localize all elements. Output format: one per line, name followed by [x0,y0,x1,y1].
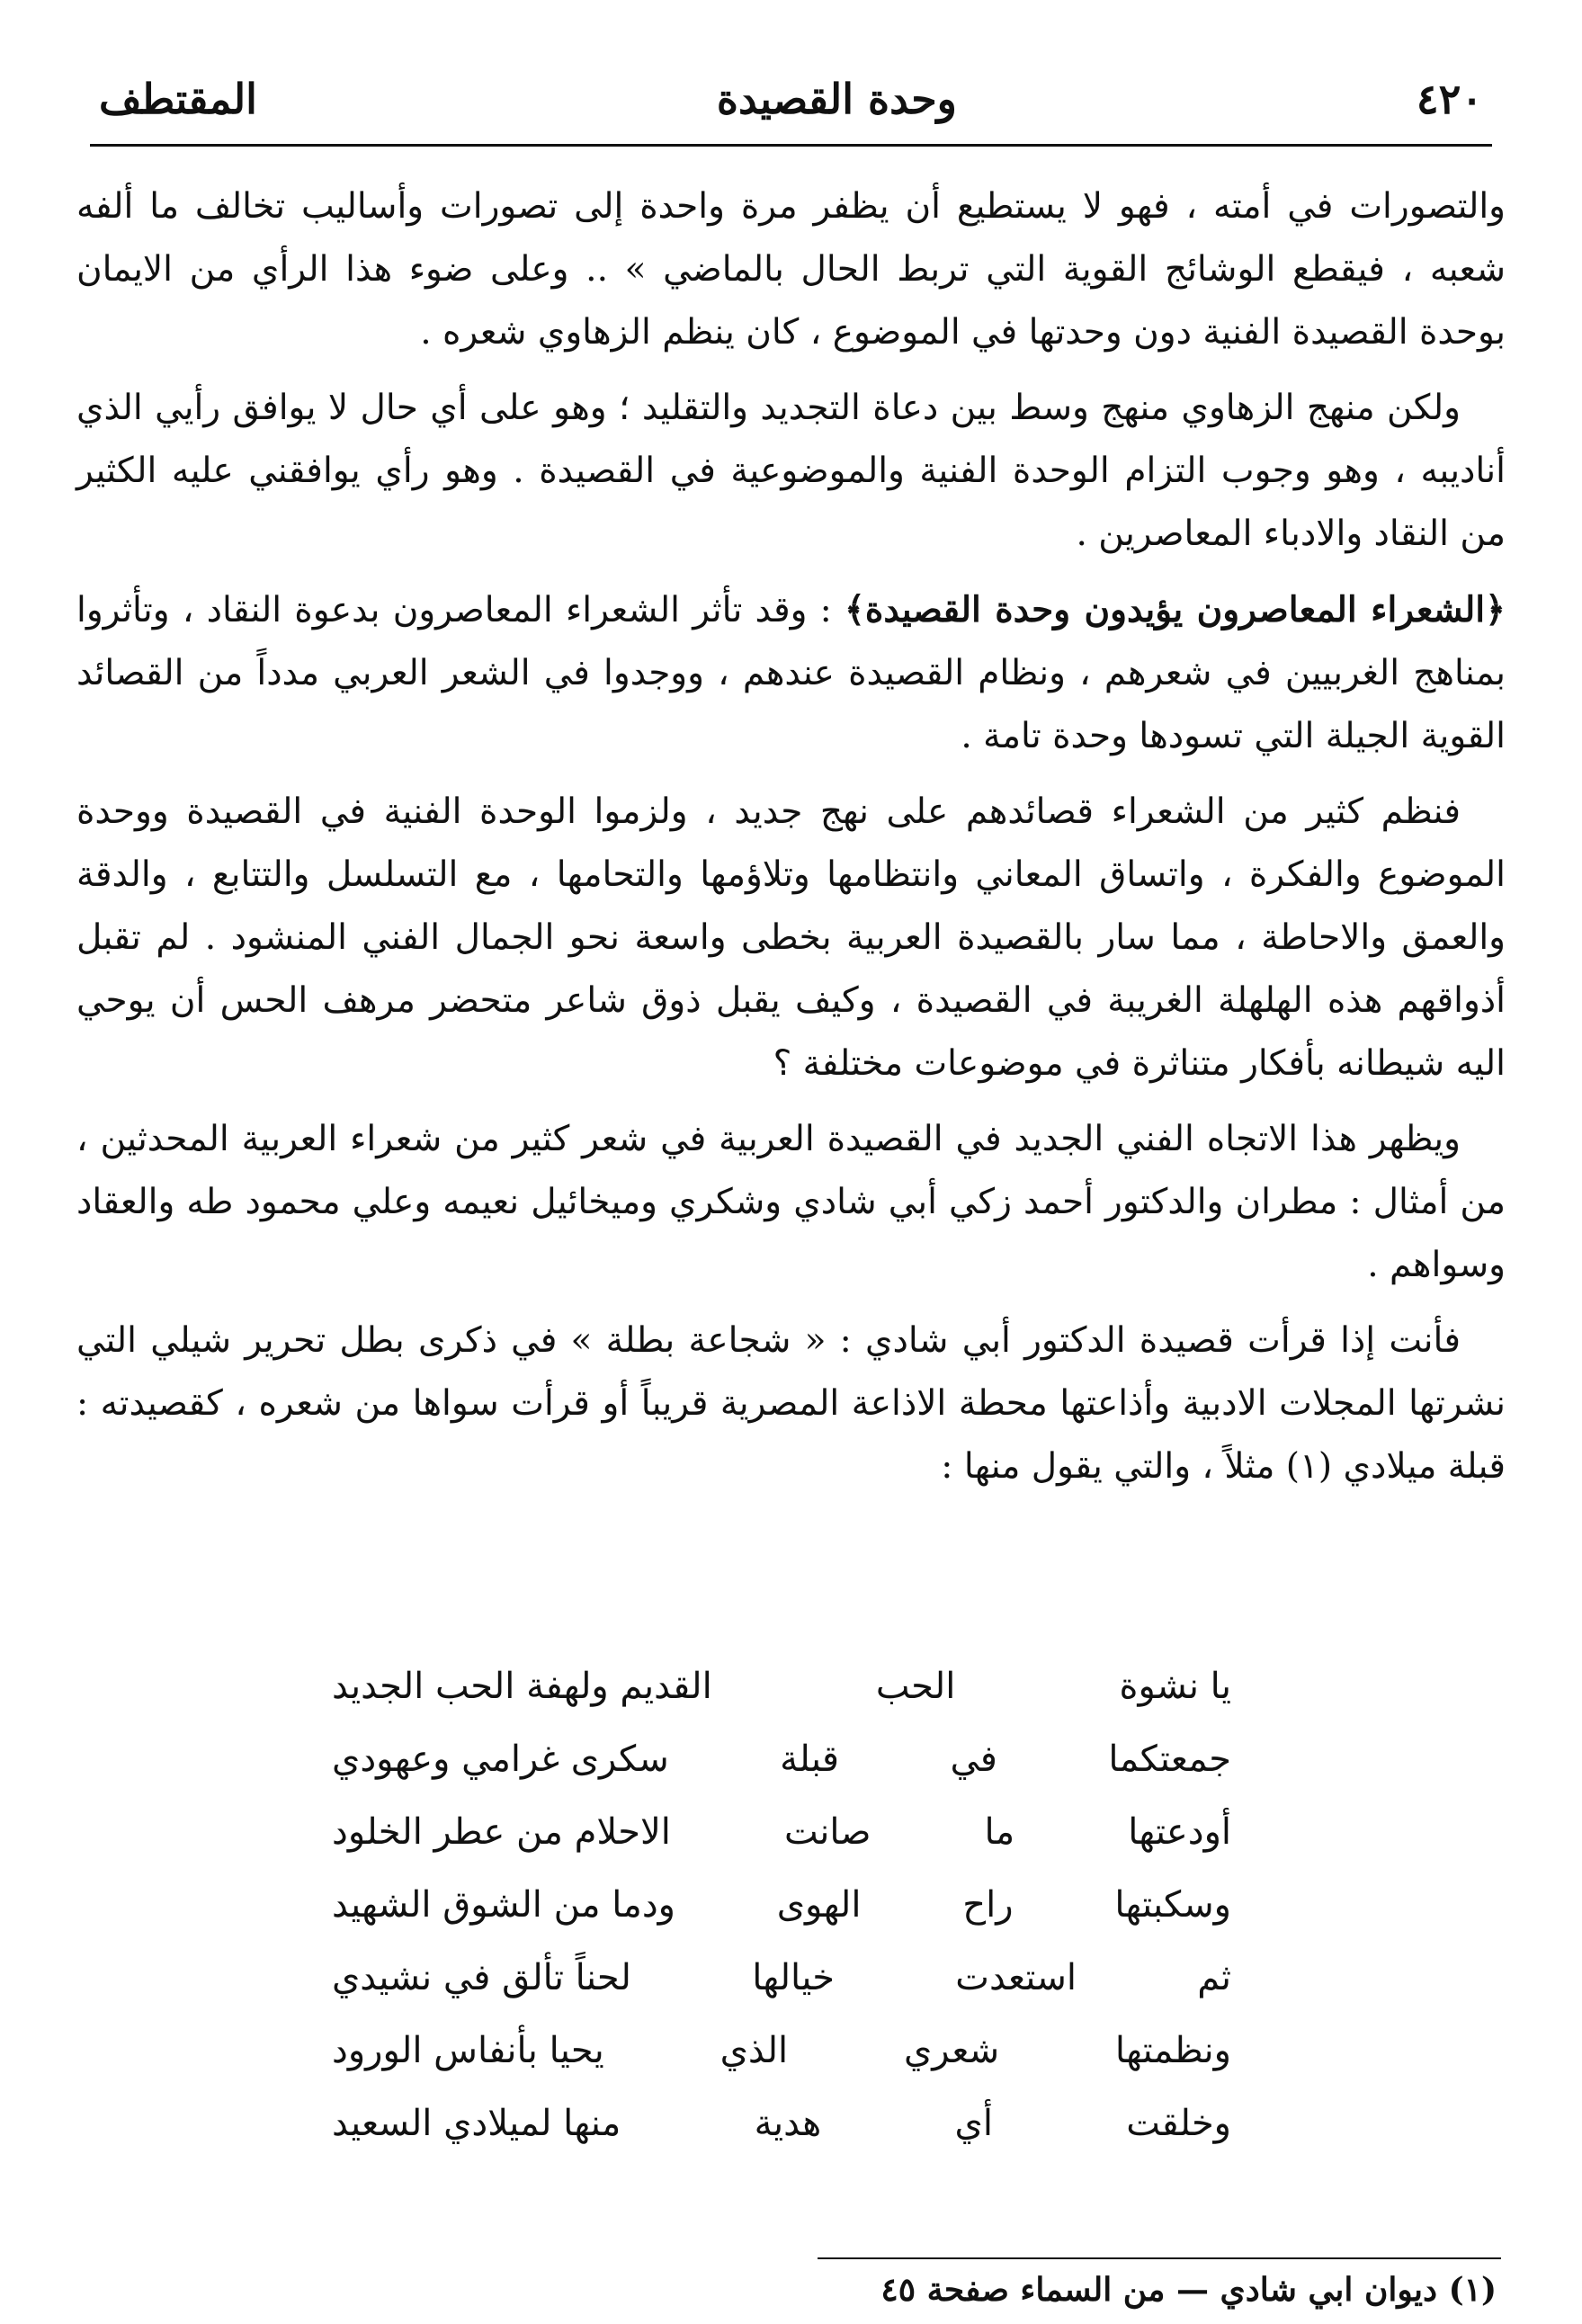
footnote-rule [818,2257,1501,2259]
poem-verse: أودعتها ما صانت الاحلام من عطر الخلود [332,1811,1231,1853]
paragraph: ويظهر هذا الاتجاه الفني الجديد في القصيدة العربية في شعر كثير من شعراء العربية المحدثين ، من أمثال : مطران والدكتور أحمد زكي أبي شادي وشكري وميخائيل نعيمه وعلي محمود طه والعقاد وسواهم . [76,1119,1506,1285]
page-header [99,63,1483,135]
body-text [76,175,1506,1511]
poem-verse: ثم استعدت خيالها لحناً تألق في نشيدي [332,1957,1231,1998]
header-rule [90,144,1492,147]
page-number: ٤٢٠ [1416,75,1483,123]
poem-verse: ونظمتها شعري الذي يحيا بأنفاس الورود [332,2030,1231,2071]
poem-verse: جمعتكما في قبلة سكرى غرامي وعهودي [332,1739,1231,1780]
poem [332,1650,1231,2160]
paragraph: ﴿الشعراء المعاصرون يؤيدون وحدة القصيدة﴾ : وقد تأثر الشعراء المعاصرون بدعوة النقاد ، وتأثروا بمناهج الغربيين في شعرهم ، ونظام القصيدة عندهم ، ووجدوا في الشعر العربي مدداً من القصائد القوية الجيلة التي تسودها وحدة تامة . [76,589,1506,756]
poem-verse: يا نشوة الحب القديم ولهفة الحب الجديد [332,1666,1231,1707]
paragraph: والتصورات في أمته ، فهو لا يستطيع أن يظفر مرة واحدة إلى تصورات وأساليب تخالف ما ألفه شعبه ، فيقطع الوشائج القوية التي تربط الحال بالماضي » .. وعلى ضوء هذا الرأي من الايمان بوحدة القصيدة الفنية دون وحدتها في الموضوع ، كان ينظم الزهاوي شعره . [76,186,1506,353]
poem-verse: وسكبتها راح الهوى ودما من الشوق الشهيد [332,1884,1231,1926]
journal-name: المقتطف [99,75,257,123]
paragraph: ولكن منهج الزهاوي منهج وسط بين دعاة التجديد والتقليد ؛ وهو على أي حال لا يوافق رأيي الذي أناديبه ، وهو وجوب التزام الوحدة الفنية والموضوعية في القصيدة . وهو رأي يوافقني عليه الكثير من النقاد والادباء المعاصرين . [76,388,1506,554]
section-subheading: ﴿الشعراء المعاصرون يؤيدون وحدة القصيدة﴾ [845,589,1506,630]
paragraph: فأنت إذا قرأت قصيدة الدكتور أبي شادي : « شجاعة بطلة » في ذكرى بطل تحرير شيلي التي نشرتها المجلات الادبية وأذاعتها محطة الاذاعة المصرية قريباً أو قرأت سواها من شعره ، كقصيدته : قبلة ميلادي (١) مثلاً ، والتي يقول منها : [76,1320,1506,1487]
paragraph: فنظم كثير من الشعراء قصائدهم على نهج جديد ، ولزموا الوحدة الفنية في القصيدة ووحدة الموضوع والفكرة ، واتساق المعاني وانتظامها وتلاؤمها والتحامها ، مع التسلسل والتتابع ، والدقة والعمق والاحاطة ، مما سار بالقصيدة العربية بخطى واسعة نحو الجمال الفني المنشود . لم تقبل أذواقهم هذه الهلهلة الغريبة في القصيدة ، وكيف يقبل ذوق شاعر متحضر مرهف الحس أن يوحي اليه شيطانه بأفكار متناثرة في موضوعات مختلفة ؟ [76,791,1506,1084]
footnote: (١) ديوان ابي شادي — من السماء صفحة ٤٥ [880,2271,1497,2309]
poem-verse: وخلقت أي هدية منها لميلادي السعيد [332,2103,1231,2144]
running-title: وحدة القصيدة [716,75,957,123]
